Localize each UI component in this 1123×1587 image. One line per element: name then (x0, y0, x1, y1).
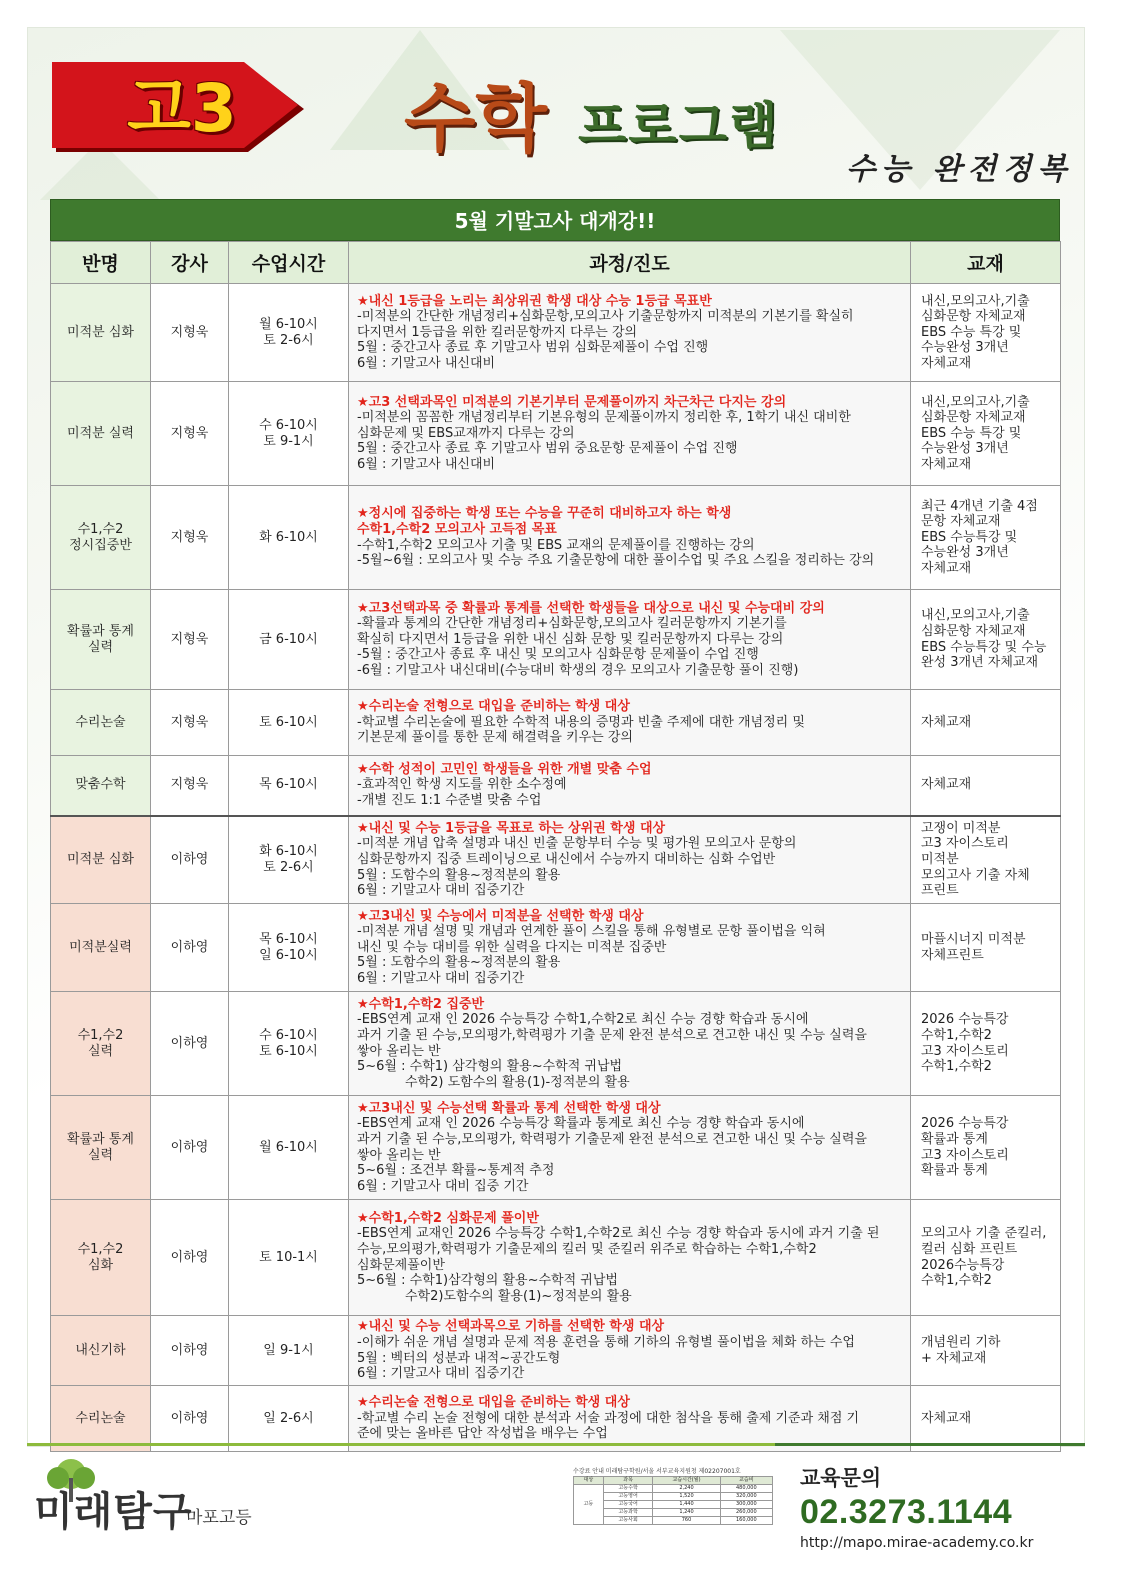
teacher-cell (151, 756, 229, 816)
textbook-cell (911, 1316, 1061, 1386)
course-highlight: ★고3 선택과목인 미적분의 기본기부터 문제풀이까지 차근차근 다지는 강의 (357, 394, 787, 410)
course-line: 수학2) 도함수의 활용(1)-정적분의 활용 (405, 1074, 630, 1090)
course-line: 5월 : 중간고사 종료 후 기말고사 범위 심화문제풀이 수업 진행 (357, 340, 709, 356)
class-time: 일 6-10시 (259, 947, 318, 963)
fee-hours: 1,520 (653, 1493, 720, 1501)
time-cell (229, 756, 349, 816)
class-time: 토 10-1시 (259, 1249, 318, 1265)
teacher-name: 이하영 (170, 1035, 209, 1051)
class-time: 토 2-6시 (263, 859, 314, 875)
table-row (51, 992, 1061, 1096)
course-cell (349, 486, 911, 590)
course-line: 과거 기출 된 수능,모의평가,학력평가 기출 문제 완전 분석으로 견고한 내신 및 수능 실력을 (357, 1027, 867, 1043)
textbook-line: 2026 수능특강 (921, 1012, 1009, 1028)
textbook-cell (911, 816, 1061, 904)
textbook-line: 수능완성 3개년 (921, 340, 1009, 356)
textbook-line: 내신,모의고사,기출 (921, 608, 1030, 624)
course-line: 6월 : 기말고사 내신대비 (357, 355, 496, 371)
course-line: -효과적인 학생 지도를 위한 소수정예 (357, 777, 567, 793)
course-line: -개별 진도 1:1 수준별 맞춤 수업 (357, 793, 542, 809)
time-cell (229, 992, 349, 1096)
class-time: 화 6-10시 (259, 844, 318, 860)
course-cell (349, 904, 911, 992)
course-cell (349, 1386, 911, 1452)
class-name: 정시집중반 (69, 537, 132, 553)
course-line: 6월 : 기말고사 내신대비 (357, 456, 496, 472)
textbook-line: 컬러 심화 프린트 (921, 1241, 1018, 1257)
teacher-name: 이하영 (170, 1410, 209, 1426)
logo-branch: 마포고등 (186, 1508, 252, 1528)
class-name: 수1,수2 (77, 521, 124, 537)
course-line: -EBS연계 교재 인 2026 수능특강 확률과 통계로 최신 수능 경향 학습과 동시에 (357, 1116, 805, 1132)
textbook-line: 수학1,수학2 (921, 1059, 992, 1075)
col-header-class: 반명 (51, 242, 151, 284)
fee-subject: 고등국어 (603, 1501, 653, 1509)
fee-row (574, 1517, 773, 1525)
table-row (51, 1096, 1061, 1200)
fee-row (574, 1485, 773, 1493)
time-cell (229, 486, 349, 590)
course-cell (349, 1200, 911, 1316)
footer-divider-accent (775, 1443, 1085, 1446)
teacher-name: 이하영 (170, 851, 209, 867)
class-time: 목 6-10시 (259, 931, 318, 947)
textbook-line: 내신,모의고사,기출 (921, 293, 1030, 309)
class-name: 확률과 통계 (67, 1131, 134, 1147)
teacher-cell (151, 1096, 229, 1200)
col-header-course: 과정/진도 (349, 242, 911, 284)
course-cell (349, 382, 911, 486)
class-name-cell (51, 1096, 151, 1200)
fee-amount: 320,000 (720, 1493, 772, 1501)
col-header-teacher: 강사 (151, 242, 229, 284)
table-header-row (51, 242, 1061, 284)
class-time: 월 6-10시 (259, 1139, 318, 1155)
banner: 5월 기말고사 대개강!! (50, 199, 1060, 241)
textbook-cell (911, 486, 1061, 590)
textbook-line: 모의고사 기출 자체 (921, 867, 1030, 883)
teacher-cell (151, 284, 229, 382)
class-time: 화 6-10시 (259, 529, 318, 545)
course-highlight: ★고3내신 및 수능에서 미적분을 선택한 학생 대상 (357, 908, 644, 924)
textbook-line: 마플시너지 미적분 (921, 931, 1026, 947)
table-row (51, 1316, 1061, 1386)
class-name-cell (51, 992, 151, 1096)
course-line: -학교별 수리논술에 필요한 수학적 내용의 증명과 빈출 주제에 대한 개념정리 및 (357, 714, 805, 730)
table-row (51, 590, 1061, 690)
fee-amount: 300,000 (720, 1501, 772, 1509)
course-line: -5월 : 중간고사 종료 후 내신 및 모의고사 심화문항 문제풀이 수업 진행 (357, 647, 759, 663)
class-time: 토 6-10시 (259, 1043, 318, 1059)
textbook-line: 고3 자이스토리 (921, 1147, 1009, 1163)
class-name: 내신기하 (75, 1342, 126, 1358)
fee-subject: 고등영어 (603, 1493, 653, 1501)
title-math: 수학 (404, 76, 547, 162)
textbook-line: EBS 수능특강 및 (921, 529, 1018, 545)
textbook-cell (911, 382, 1061, 486)
class-name-cell (51, 1316, 151, 1386)
class-name: 수리논술 (75, 1410, 126, 1426)
course-line: 6월 : 기말고사 대비 집중기간 (357, 1366, 525, 1382)
class-name: 확률과 통계 (67, 623, 134, 639)
course-line: -EBS연계 교재 인 2026 수능특강 수학1,수학2로 최신 수능 경향 학습과 동시에 (357, 1012, 809, 1028)
class-name: 실력 (87, 639, 114, 655)
course-line: -이해가 쉬운 개념 설명과 문제 적용 훈련을 통해 기하의 유형별 풀이법을 체화 하는 수업 (357, 1334, 855, 1350)
col-header-book: 교재 (911, 242, 1061, 284)
course-line: 쌓아 올리는 반 (357, 1043, 441, 1059)
course-line: 5~6월 : 조건부 확률~통계적 추정 (357, 1163, 555, 1179)
fee-hours: 2,240 (653, 1485, 720, 1493)
textbook-line: EBS 수능특강 및 수능 (921, 639, 1047, 655)
course-line: 심화문제풀이반 (357, 1257, 445, 1273)
fee-hours: 760 (653, 1517, 720, 1525)
logo-name: 미래탐구 (34, 1489, 193, 1535)
textbook-line: 고3 자이스토리 (921, 836, 1009, 852)
course-line: 수능,모의평가,학력평가 기출문제의 킬러 및 준킬러 위주로 학습하는 수학1,수학2 (357, 1241, 817, 1257)
teacher-cell (151, 1316, 229, 1386)
course-line: -학교별 수리 논술 전형에 대한 분석과 서술 과정에 대한 첨삭을 통해 출제 기준과 채점 기 (357, 1410, 860, 1426)
textbook-line: 완성 3개년 자체교재 (921, 655, 1038, 671)
fee-hours: 1,240 (653, 1509, 720, 1517)
course-line: -미적분 개념 압축 설명과 내신 빈출 문항부터 수능 및 평가원 모의고사 문항의 (357, 836, 797, 852)
fee-row (574, 1493, 773, 1501)
course-highlight: ★고3선택과목 중 확률과 통계를 선택한 학생들을 대상으로 내신 및 수능대비 강의 (357, 600, 825, 616)
teacher-name: 이하영 (170, 1249, 209, 1265)
textbook-line: EBS 수능 특강 및 (921, 324, 1022, 340)
course-highlight: ★수학1,수학2 심화문제 풀이반 (357, 1210, 539, 1226)
teacher-name: 지형욱 (170, 714, 209, 730)
class-name-cell (51, 486, 151, 590)
course-highlight: 수학1,수학2 모의고사 고득점 목표 (357, 521, 557, 537)
textbook-line: 자체프린트 (921, 947, 984, 963)
textbook-line: 자체교재 (921, 714, 972, 730)
textbook-line: + 자체교재 (921, 1350, 987, 1366)
class-name: 심화 (87, 1257, 114, 1273)
time-cell (229, 1200, 349, 1316)
time-cell (229, 1386, 349, 1452)
class-name: 미적분실력 (69, 939, 132, 955)
course-line: 심화문항까지 집중 트레이닝으로 내신에서 수능까지 대비하는 심화 수업반 (357, 851, 776, 867)
textbook-cell (911, 590, 1061, 690)
class-name: 맞춤수학 (75, 777, 126, 793)
teacher-cell (151, 904, 229, 992)
textbook-line: 고3 자이스토리 (921, 1043, 1009, 1059)
class-name-cell (51, 1386, 151, 1452)
textbook-cell (911, 904, 1061, 992)
textbook-line: 심화문항 자체교재 (921, 623, 1026, 639)
course-line: 5월 : 도함수의 활용~정적분의 활용 (357, 955, 561, 971)
textbook-line: 프린트 (921, 883, 959, 899)
course-line: 쌓아 올리는 반 (357, 1147, 441, 1163)
textbook-line: 모의고사 기출 준킬러, (921, 1226, 1047, 1242)
fee-row (574, 1501, 773, 1509)
course-highlight: ★내신 1등급을 노리는 최상위권 학생 대상 수능 1등급 목표반 (357, 293, 712, 309)
class-name-cell (51, 904, 151, 992)
class-time: 금 6-10시 (259, 631, 318, 647)
class-time: 목 6-10시 (259, 777, 318, 793)
course-highlight: ★수학 성적이 고민인 학생들을 위한 개별 맞춤 수업 (357, 761, 652, 777)
fee-header-row (574, 1477, 773, 1485)
class-name-cell (51, 382, 151, 486)
course-line: 5~6월 : 수학1)삼각형의 활용~수학적 귀납법 (357, 1273, 618, 1289)
textbook-cell (911, 1096, 1061, 1200)
course-line: -확률과 통계의 간단한 개념정리+심화문항,모의고사 킬러문항까지 기본기를 (357, 616, 787, 632)
course-cell (349, 992, 911, 1096)
time-cell (229, 1096, 349, 1200)
course-line: 심화문제 및 EBS교재까지 다루는 강의 (357, 425, 575, 441)
table-row (51, 486, 1061, 590)
time-cell (229, 816, 349, 904)
class-time: 토 2-6시 (263, 332, 314, 348)
course-line: -미적분의 꼼꼼한 개념정리부터 기본유형의 문제풀이까지 정리한 후, 1학기 내신 대비한 (357, 410, 851, 426)
course-line: 다지면서 1등급을 위한 킬러문항까지 다루는 강의 (357, 324, 638, 340)
fee-subject: 고등사회 (603, 1517, 653, 1525)
course-highlight: ★정시에 집중하는 학생 또는 수능을 꾸준히 대비하고자 하는 학생 (357, 506, 732, 522)
textbook-line: 2026 수능특강 (921, 1116, 1009, 1132)
fee-notice (573, 1467, 773, 1559)
course-line: 확실히 다지면서 1등급을 위한 내신 심화 문항 및 킬러문항까지 다루는 강의 (357, 631, 784, 647)
textbook-line: 내신,모의고사,기출 (921, 394, 1030, 410)
class-name-cell (51, 284, 151, 382)
textbook-line: 수학1,수학2 (921, 1027, 992, 1043)
course-cell (349, 284, 911, 382)
textbook-line: 고쟁이 미적분 (921, 820, 1001, 836)
grade-badge (52, 60, 310, 158)
textbook-line: 확률과 통계 (921, 1131, 988, 1147)
teacher-cell (151, 1200, 229, 1316)
teacher-cell (151, 992, 229, 1096)
textbook-line: 자체교재 (921, 355, 972, 371)
textbook-line: 자체교재 (921, 456, 972, 472)
textbook-cell (911, 992, 1061, 1096)
teacher-name: 지형욱 (170, 425, 209, 441)
course-highlight: ★내신 및 수능 1등급을 목표로 하는 상위권 학생 대상 (357, 820, 666, 836)
course-highlight: ★수학1,수학2 집중반 (357, 996, 485, 1012)
textbook-cell (911, 1386, 1061, 1452)
table-row (51, 690, 1061, 756)
time-cell (229, 690, 349, 756)
class-name: 수1,수2 (77, 1027, 124, 1043)
table-row (51, 1200, 1061, 1316)
class-name-cell (51, 690, 151, 756)
table-row (51, 284, 1061, 382)
fee-amount: 480,000 (720, 1485, 772, 1493)
course-line: 내신 및 수능 대비를 위한 실력을 다지는 미적분 집중반 (357, 939, 667, 955)
textbook-cell (911, 690, 1061, 756)
class-name-cell (51, 756, 151, 816)
course-line: -미적분 개념 설명 및 개념과 연계한 풀이 스킬을 통해 유형별로 문항 풀이법을 익혀 (357, 924, 826, 940)
website-link[interactable]: http://mapo.mirae-academy.co.kr (800, 1535, 1034, 1551)
title-program: 프로그램 (578, 97, 780, 155)
fee-table (573, 1476, 773, 1525)
class-name-cell (51, 590, 151, 690)
course-highlight: ★수리논술 전형으로 대입을 준비하는 학생 대상 (357, 699, 630, 715)
course-line: 수학2)도함수의 활용(1)~정적분의 활용 (405, 1288, 632, 1304)
course-cell (349, 690, 911, 756)
class-name: 수1,수2 (77, 1241, 124, 1257)
course-line: 5~6월 : 수학1) 삼각형의 활용~수학적 귀납법 (357, 1059, 623, 1075)
teacher-cell (151, 590, 229, 690)
course-highlight: ★수리논술 전형으로 대입을 준비하는 학생 대상 (357, 1395, 630, 1411)
class-name: 수리논술 (75, 714, 126, 730)
teacher-cell (151, 690, 229, 756)
course-line: 과거 기출 된 수능,모의평가, 학력평가 기출문제 완전 분석으로 견고한 내신 및 수능 실력을 (357, 1131, 867, 1147)
textbook-line: 자체교재 (921, 560, 972, 576)
course-line: 기본문제 풀이를 통한 문제 해결력을 키우는 강의 (357, 730, 633, 746)
textbook-line: 문항 자체교재 (921, 514, 1001, 530)
class-name-cell (51, 1200, 151, 1316)
col-header-time: 수업시간 (229, 242, 349, 284)
textbook-line: 자체교재 (921, 1410, 972, 1426)
class-time: 월 6-10시 (259, 316, 318, 332)
textbook-line: 개념원리 기하 (921, 1334, 1001, 1350)
textbook-line: 미적분 (921, 851, 959, 867)
textbook-line: 심화문항 자체교재 (921, 309, 1026, 325)
teacher-name: 지형욱 (170, 631, 209, 647)
teacher-name: 이하영 (170, 1139, 209, 1155)
course-line: -5월~6월 : 모의고사 및 수능 주요 기출문항에 대한 풀이수업 및 주요 스킬을 정리하는 강의 (357, 553, 875, 569)
course-highlight: ★고3내신 및 수능선택 확률과 통계 선택한 학생 대상 (357, 1100, 661, 1116)
course-line: 5월 : 중간고사 종료 후 기말고사 범위 중요문항 문제풀이 수업 진행 (357, 441, 738, 457)
class-name: 미적분 심화 (67, 851, 134, 867)
teacher-cell (151, 816, 229, 904)
fee-col-target: 대상 (574, 1477, 604, 1485)
course-cell (349, 590, 911, 690)
class-name: 실력 (87, 1147, 114, 1163)
fee-col-fee: 교습비 (720, 1477, 772, 1485)
textbook-cell (911, 284, 1061, 382)
course-line: 6월 : 기말고사 대비 집중기간 (357, 883, 525, 899)
class-time: 일 2-6시 (263, 1410, 314, 1426)
textbook-cell (911, 756, 1061, 816)
class-time: 일 9-1시 (263, 1342, 314, 1358)
teacher-name: 지형욱 (170, 529, 209, 545)
teacher-name: 지형욱 (170, 324, 209, 340)
textbook-line: 2026수능특강 (921, 1257, 1005, 1273)
textbook-line: 확률과 통계 (921, 1163, 988, 1179)
time-cell (229, 904, 349, 992)
phone-number[interactable]: 02.3273.1144 (800, 1493, 1013, 1531)
table-body (51, 284, 1061, 1452)
class-time: 수 6-10시 (259, 417, 318, 433)
textbook-line: 수학1,수학2 (921, 1273, 992, 1289)
class-time: 수 6-10시 (259, 1027, 318, 1043)
course-line: -미적분의 간단한 개념정리+심화문항,모의고사 기출문항까지 미적분의 기본기를 확실히 (357, 309, 854, 325)
class-name: 미적분 심화 (67, 324, 134, 340)
textbook-line: 최근 4개년 기출 4점 (921, 498, 1038, 514)
class-name-cell (51, 816, 151, 904)
grade-label: 고3 (127, 70, 237, 147)
course-line: -6월 : 기말고사 내신대비(수능대비 학생의 경우 모의고사 기출문항 풀이 진행) (357, 662, 799, 678)
course-cell (349, 1096, 911, 1200)
class-time: 토 9-1시 (263, 433, 314, 449)
time-cell (229, 590, 349, 690)
course-cell (349, 1316, 911, 1386)
fee-col-hours: 교습시간(월) (653, 1477, 720, 1485)
course-cell (349, 756, 911, 816)
textbook-line: 자체교재 (921, 777, 972, 793)
fee-title: 수강료 안내 미래탐구학원/서울 서부교육지원청 제02207001호 (573, 1468, 741, 1475)
course-line: 5월 : 벡터의 성분과 내적~공간도형 (357, 1350, 561, 1366)
fee-subject: 고등수학 (603, 1485, 653, 1493)
class-name: 미적분 실력 (67, 425, 134, 441)
textbook-line: 수능완성 3개년 (921, 545, 1009, 561)
course-line: 6월 : 기말고사 대비 집중기간 (357, 970, 525, 986)
slogan: 수능 완전정복 (846, 152, 1073, 187)
teacher-name: 이하영 (170, 939, 209, 955)
table-row (51, 816, 1061, 904)
schedule-table (50, 241, 1061, 1452)
table-row (51, 1386, 1061, 1452)
textbook-cell (911, 1200, 1061, 1316)
teacher-cell (151, 1386, 229, 1452)
time-cell (229, 284, 349, 382)
course-line: 5월 : 도함수의 활용~정적분의 활용 (357, 867, 561, 883)
course-cell (349, 816, 911, 904)
fee-subject: 고등과학 (603, 1509, 653, 1517)
course-line: -EBS연계 교재인 2026 수능특강 수학1,수학2로 최신 수능 경향 학습과 동시에 과거 기출 된 (357, 1226, 880, 1242)
table-row (51, 382, 1061, 486)
teacher-name: 이하영 (170, 1342, 209, 1358)
course-highlight: ★내신 및 수능 선택과목으로 기하를 선택한 학생 대상 (357, 1319, 665, 1335)
teacher-name: 지형욱 (170, 777, 209, 793)
class-name: 실력 (87, 1043, 114, 1059)
fee-target: 고등 (574, 1485, 604, 1525)
class-time: 토 6-10시 (259, 714, 318, 730)
fee-row (574, 1509, 773, 1517)
textbook-line: 수능완성 3개년 (921, 441, 1009, 457)
fee-col-subject: 과목 (603, 1477, 653, 1485)
fee-amount: 160,000 (720, 1517, 772, 1525)
inquiry-label: 교육문의 (800, 1466, 882, 1490)
course-line: 준에 맞는 올바른 답안 작성법을 배우는 수업 (357, 1426, 608, 1442)
time-cell (229, 1316, 349, 1386)
time-cell (229, 382, 349, 486)
table-row (51, 756, 1061, 816)
textbook-line: EBS 수능 특강 및 (921, 425, 1022, 441)
course-line: -수학1,수학2 모의고사 기출 및 EBS 교재의 문제풀이를 진행하는 강의 (357, 537, 755, 553)
teacher-cell (151, 486, 229, 590)
course-line: 6월 : 기말고사 대비 집중 기간 (357, 1178, 529, 1194)
textbook-line: 심화문항 자체교재 (921, 410, 1026, 426)
table-row (51, 904, 1061, 992)
fee-hours: 1,440 (653, 1501, 720, 1509)
teacher-cell (151, 382, 229, 486)
fee-amount: 260,000 (720, 1509, 772, 1517)
